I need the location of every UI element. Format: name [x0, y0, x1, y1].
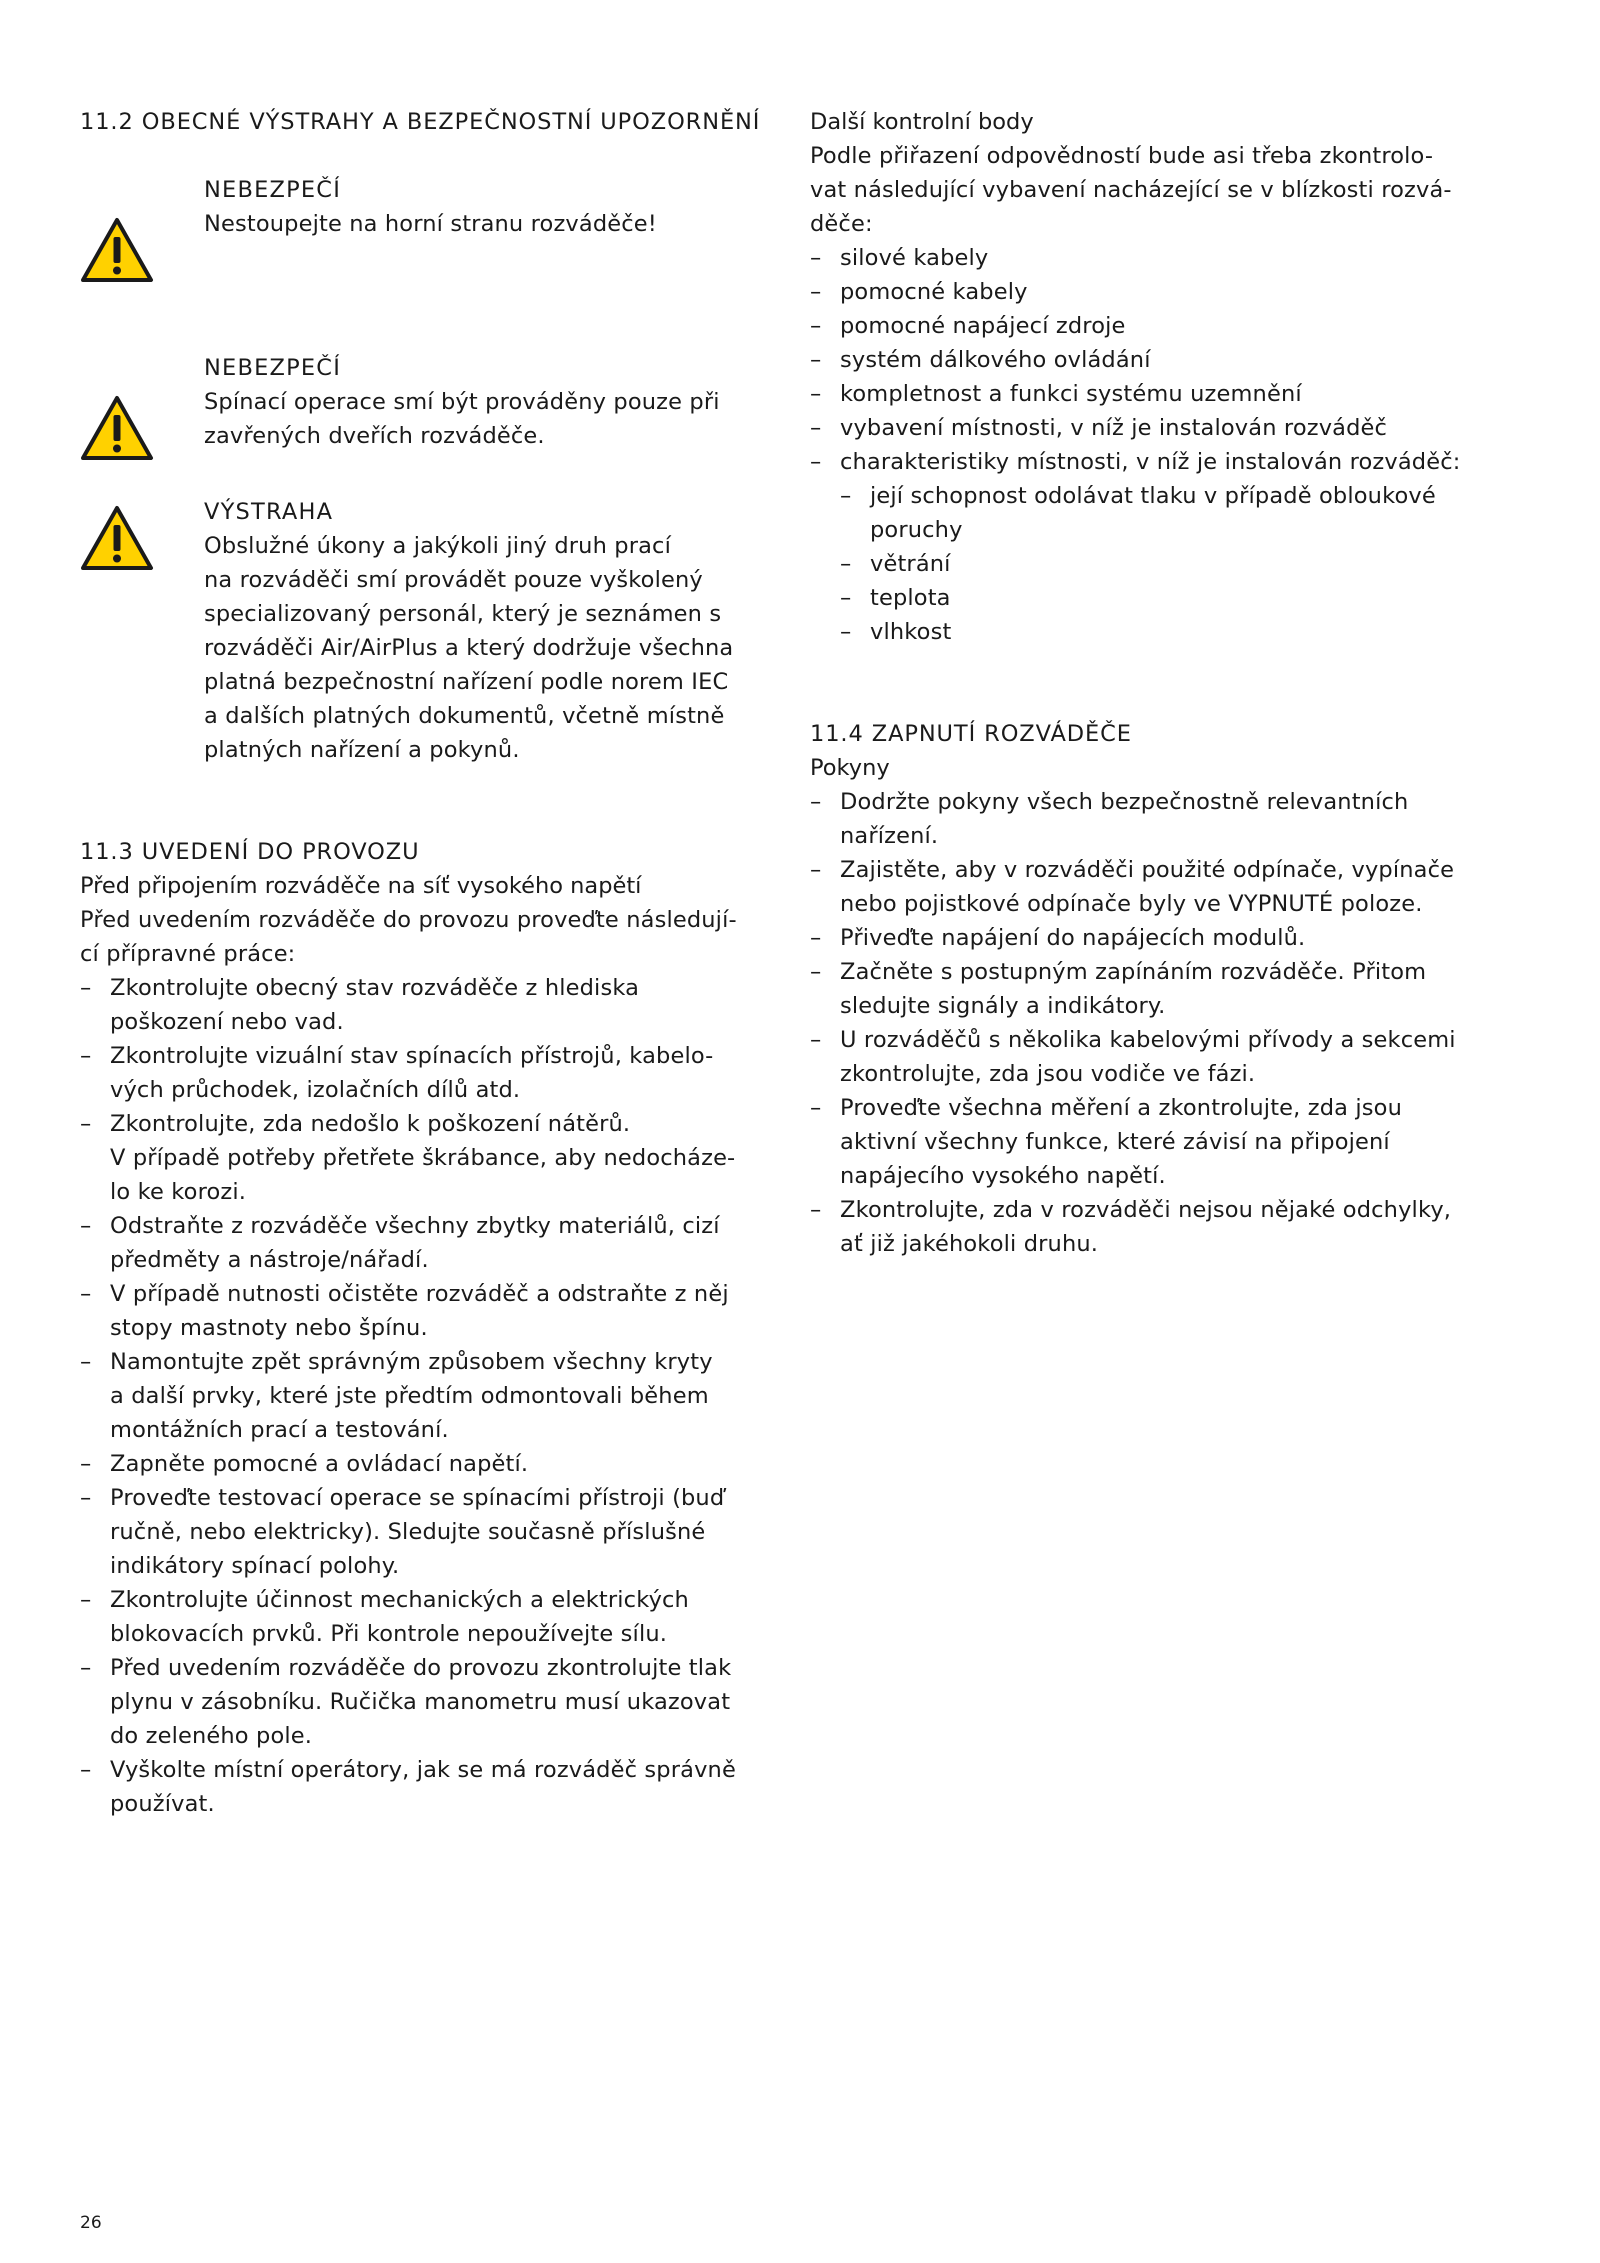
- warning-title: VÝSTRAHA: [204, 499, 334, 525]
- list-item: – Proveďte všechna měření a zkontrolujte, zda jsou aktivní všechny funkce, které závisí na připojení napájecího vysokého napětí.: [810, 1091, 1510, 1193]
- sublist-item: – teplota: [840, 581, 1510, 615]
- section-11-3-subheading: Před připojením rozváděče na síť vysokého napětí: [80, 873, 642, 899]
- list-item: – Vyškolte místní operátory, jak se má rozváděč správně používat.: [80, 1753, 780, 1821]
- control-points-title: Další kontrolní body: [810, 109, 1034, 135]
- list-item: – Proveďte testovací operace se spínacími přístroji (buď ručně, nebo elektricky). Sledujte současně příslušné indikátory spínací polohy.: [80, 1481, 780, 1583]
- warning-title: NEBEZPEČÍ: [204, 177, 342, 203]
- intro-line: Před uvedením rozváděče do provozu proveďte následují-: [80, 907, 737, 933]
- intro-line: cí přípravné práce:: [80, 941, 296, 967]
- list-item: – Zkontrolujte vizuální stav spínacích přístrojů, kabelo- vých průchodek, izolačních dílů atd.: [80, 1039, 780, 1107]
- section-11-2-heading: 11.2 OBECNÉ VÝSTRAHY A BEZPEČNOSTNÍ UPOZORNĚNÍ: [80, 109, 761, 135]
- list-item: – Zkontrolujte, zda v rozváděči nejsou nějaké odchylky, ať již jakéhokoli druhu.: [810, 1193, 1510, 1261]
- list-item: – V případě nutnosti očistěte rozváděč a odstraňte z něj stopy mastnoty nebo špínu.: [80, 1277, 780, 1345]
- list-item: – silové kabely: [810, 241, 1510, 275]
- sublist-item: – vlhkost: [840, 615, 1510, 649]
- warning-text-line: platná bezpečnostní nařízení podle norem IEC: [204, 669, 729, 695]
- sublist-item: – její schopnost odolávat tlaku v případě obloukové poruchy: [840, 479, 1510, 547]
- list-item: – pomocné kabely: [810, 275, 1510, 309]
- list-item: – Zkontrolujte obecný stav rozváděče z hlediska poškození nebo vad.: [80, 971, 780, 1039]
- right-column: [810, 105, 1510, 1261]
- list-item: – pomocné napájecí zdroje: [810, 309, 1510, 343]
- section-11-3: [80, 835, 780, 1821]
- commissioning-list: [80, 971, 780, 1821]
- warning-triangle-icon: [80, 173, 204, 283]
- list-item: – systém dálkového ovládání: [810, 343, 1510, 377]
- list-item: – Před uvedením rozváděče do provozu zkontrolujte tlak plynu v zásobníku. Ručička manometru musí ukazovat do zeleného pole.: [80, 1651, 780, 1753]
- section-11-4: [810, 717, 1510, 1261]
- warning-triangle-icon: [80, 495, 204, 571]
- section-11-4-heading: 11.4 ZAPNUTÍ ROZVÁDĚČE: [810, 721, 1132, 747]
- intro-line: vat následující vybavení nacházející se v blízkosti rozvá-: [810, 177, 1452, 203]
- warning-text-line: Obslužné úkony a jakýkoli jiný druh prací: [204, 533, 671, 559]
- warning-text-line: rozváděči Air/AirPlus a který dodržuje všechna: [204, 635, 734, 661]
- list-item: – Namontujte zpět správným způsobem všechny kryty a další prvky, které jste předtím odmontovali během montážních prací a testování.: [80, 1345, 780, 1447]
- warning-block-1: [80, 173, 780, 283]
- section-11-4-subheading: Pokyny: [810, 755, 890, 781]
- list-item: – U rozváděčů s několika kabelovými přívody a sekcemi zkontrolujte, zda jsou vodiče ve fázi.: [810, 1023, 1510, 1091]
- warning-text-line: platných nařízení a pokynů.: [204, 737, 520, 763]
- list-item: – Zapněte pomocné a ovládací napětí.: [80, 1447, 780, 1481]
- room-characteristics-sublist: [840, 479, 1510, 649]
- warning-triangle-icon: [80, 351, 204, 461]
- list-item: – Odstraňte z rozváděče všechny zbytky materiálů, cizí předměty a nástroje/nářadí.: [80, 1209, 780, 1277]
- warning-block-3: [80, 495, 780, 767]
- warning-text-line: a dalších platných dokumentů, včetně místně: [204, 703, 725, 729]
- warning-text-line: specializovaný personál, který je seznámen s: [204, 601, 722, 627]
- warning-text-line: Nestoupejte na horní stranu rozváděče!: [204, 211, 657, 237]
- list-item: – kompletnost a funkci systému uzemnění: [810, 377, 1510, 411]
- sublist-item: – větrání: [840, 547, 1510, 581]
- switch-on-list: [810, 785, 1510, 1261]
- warning-text-line: Spínací operace smí být prováděny pouze při: [204, 389, 720, 415]
- list-item: – Zajistěte, aby v rozváděči použité odpínače, vypínače nebo pojistkové odpínače byly ve VYPNUTÉ poloze.: [810, 853, 1510, 921]
- warning-title: NEBEZPEČÍ: [204, 355, 342, 381]
- warning-text-line: na rozváděči smí provádět pouze vyškolený: [204, 567, 703, 593]
- list-item: – Dodržte pokyny všech bezpečnostně relevantních nařízení.: [810, 785, 1510, 853]
- section-11-3-heading: 11.3 UVEDENÍ DO PROVOZU: [80, 839, 420, 865]
- list-item: – Začněte s postupným zapínáním rozváděče. Přitom sledujte signály a indikátory.: [810, 955, 1510, 1023]
- page-number: 26: [80, 2213, 102, 2233]
- left-column: [80, 105, 780, 1821]
- list-item: – Zkontrolujte, zda nedošlo k poškození nátěrů. V případě potřeby přetřete škrábance, aby nedocháze- lo ke korozi.: [80, 1107, 780, 1209]
- list-item: – Přiveďte napájení do napájecích modulů.: [810, 921, 1510, 955]
- intro-line: Podle přiřazení odpovědností bude asi třeba zkontrolo-: [810, 143, 1434, 169]
- list-item: – charakteristiky místnosti, v níž je instalován rozváděč: – její schopnost odolávat tlaku v případě obloukové poruchy – větrání – teplota – vlhkost: [810, 445, 1510, 649]
- intro-line: děče:: [810, 211, 873, 237]
- list-item: – Zkontrolujte účinnost mechanických a elektrických blokovacích prvků. Při kontrole nepoužívejte sílu.: [80, 1583, 780, 1651]
- control-points-list: [810, 241, 1510, 649]
- warning-block-2: [80, 351, 780, 461]
- list-item: – vybavení místnosti, v níž je instalován rozváděč: [810, 411, 1510, 445]
- warning-text-line: zavřených dveřích rozváděče.: [204, 423, 545, 449]
